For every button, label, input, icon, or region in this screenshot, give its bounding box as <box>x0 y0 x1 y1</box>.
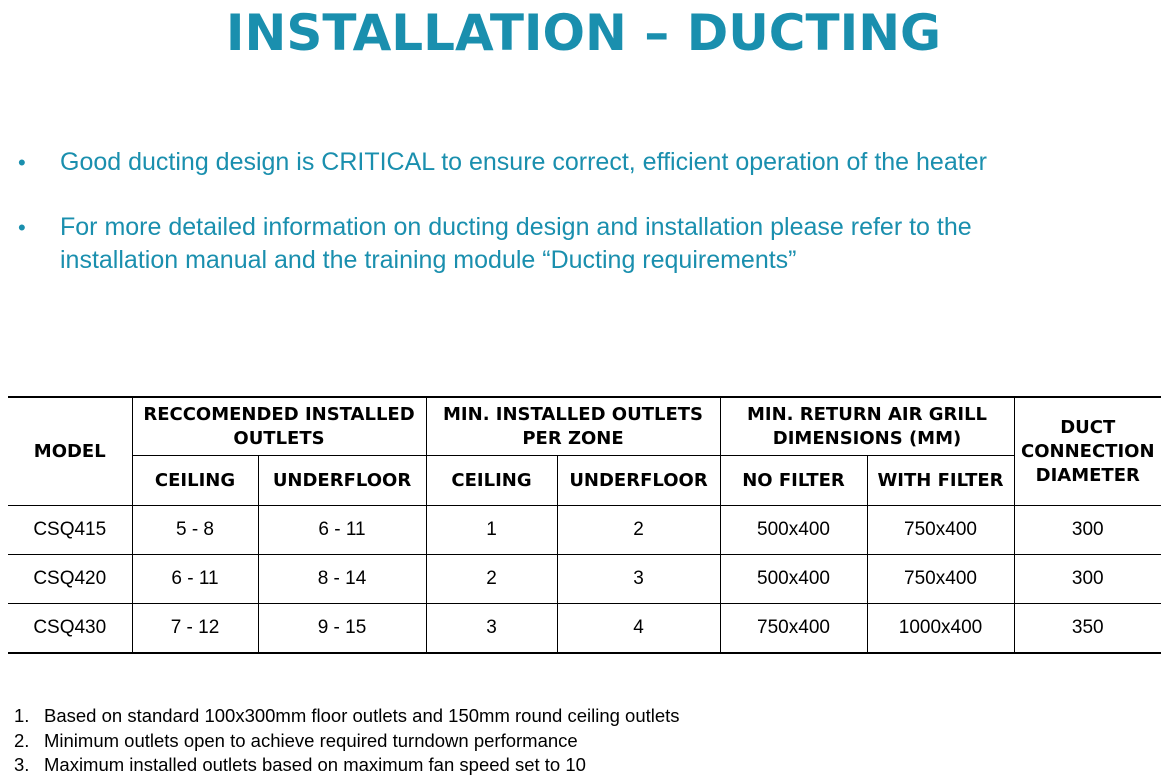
bullet-list <box>18 146 1138 277</box>
header-recommended-outlets: RECCOMENDED INSTALLED OUTLETS <box>132 397 426 456</box>
header-min-outlets-per-zone: MIN. INSTALLED OUTLETS PER ZONE <box>426 397 720 456</box>
subheader-underfloor: UNDERFLOOR <box>258 456 426 506</box>
ducting-spec-table <box>8 396 1161 654</box>
bullet-item <box>18 211 1138 277</box>
table-row <box>8 555 1161 604</box>
bullet-text: For more detailed information on ducting design and installation please refer to the <box>60 213 972 241</box>
table-cell: 350 <box>1014 604 1161 654</box>
footnote-item <box>14 704 680 729</box>
footnote-text: Maximum installed outlets based on maximum fan speed set to 10 <box>44 754 586 775</box>
table-cell: 4 <box>557 604 720 654</box>
subheader-with-filter: WITH FILTER <box>867 456 1014 506</box>
table-row <box>8 506 1161 555</box>
cell-model: CSQ420 <box>8 555 132 604</box>
table-cell: 7 - 12 <box>132 604 258 654</box>
table-cell: 8 - 14 <box>258 555 426 604</box>
table-cell: 2 <box>557 506 720 555</box>
bullet-item <box>18 146 1138 179</box>
cell-model: CSQ430 <box>8 604 132 654</box>
footnote-number: 2. <box>14 729 30 751</box>
footnote-item <box>14 729 680 754</box>
table-cell: 9 - 15 <box>258 604 426 654</box>
table-cell: 6 - 11 <box>258 506 426 555</box>
table-cell: 750x400 <box>867 506 1014 555</box>
cell-model: CSQ415 <box>8 506 132 555</box>
table-cell: 5 - 8 <box>132 506 258 555</box>
footnote-number: 1. <box>14 705 30 726</box>
footnotes-list <box>14 704 680 778</box>
table-cell: 1 <box>426 506 557 555</box>
page-title: INSTALLATION – DUCTING <box>225 4 942 62</box>
bullet-text-continuation: installation manual and the training module “Ducting requirements” <box>60 246 797 274</box>
table-cell: 3 <box>426 604 557 654</box>
table-cell: 2 <box>426 555 557 604</box>
table-cell: 750x400 <box>720 604 867 654</box>
table-cell: 500x400 <box>720 506 867 555</box>
header-duct-diameter: DUCT CONNECTION DIAMETER <box>1014 397 1161 506</box>
bullet-text: Good ducting design is CRITICAL to ensure correct, efficient operation of the heater <box>60 148 987 176</box>
header-model: MODEL <box>8 397 132 506</box>
table-cell: 3 <box>557 555 720 604</box>
table-cell: 300 <box>1014 506 1161 555</box>
table-cell: 300 <box>1014 555 1161 604</box>
footnote-item <box>14 753 680 778</box>
bullet-icon: • <box>18 150 26 175</box>
subheader-ceiling: CEILING <box>426 456 557 506</box>
table-cell: 500x400 <box>720 555 867 604</box>
subheader-no-filter: NO FILTER <box>720 456 867 506</box>
subheader-ceiling: CEILING <box>132 456 258 506</box>
table-row <box>8 604 1161 654</box>
footnote-text: Based on standard 100x300mm floor outlets and 150mm round ceiling outlets <box>44 705 680 726</box>
table-cell: 6 - 11 <box>132 555 258 604</box>
table-cell: 750x400 <box>867 555 1014 604</box>
bullet-icon: • <box>18 215 26 240</box>
header-return-air-grill: MIN. RETURN AIR GRILL DIMENSIONS (MM) <box>720 397 1014 456</box>
table-cell: 1000x400 <box>867 604 1014 654</box>
subheader-underfloor: UNDERFLOOR <box>557 456 720 506</box>
footnote-number: 3. <box>14 754 30 775</box>
footnote-text: Minimum outlets open to achieve required turndown performance <box>44 729 578 751</box>
